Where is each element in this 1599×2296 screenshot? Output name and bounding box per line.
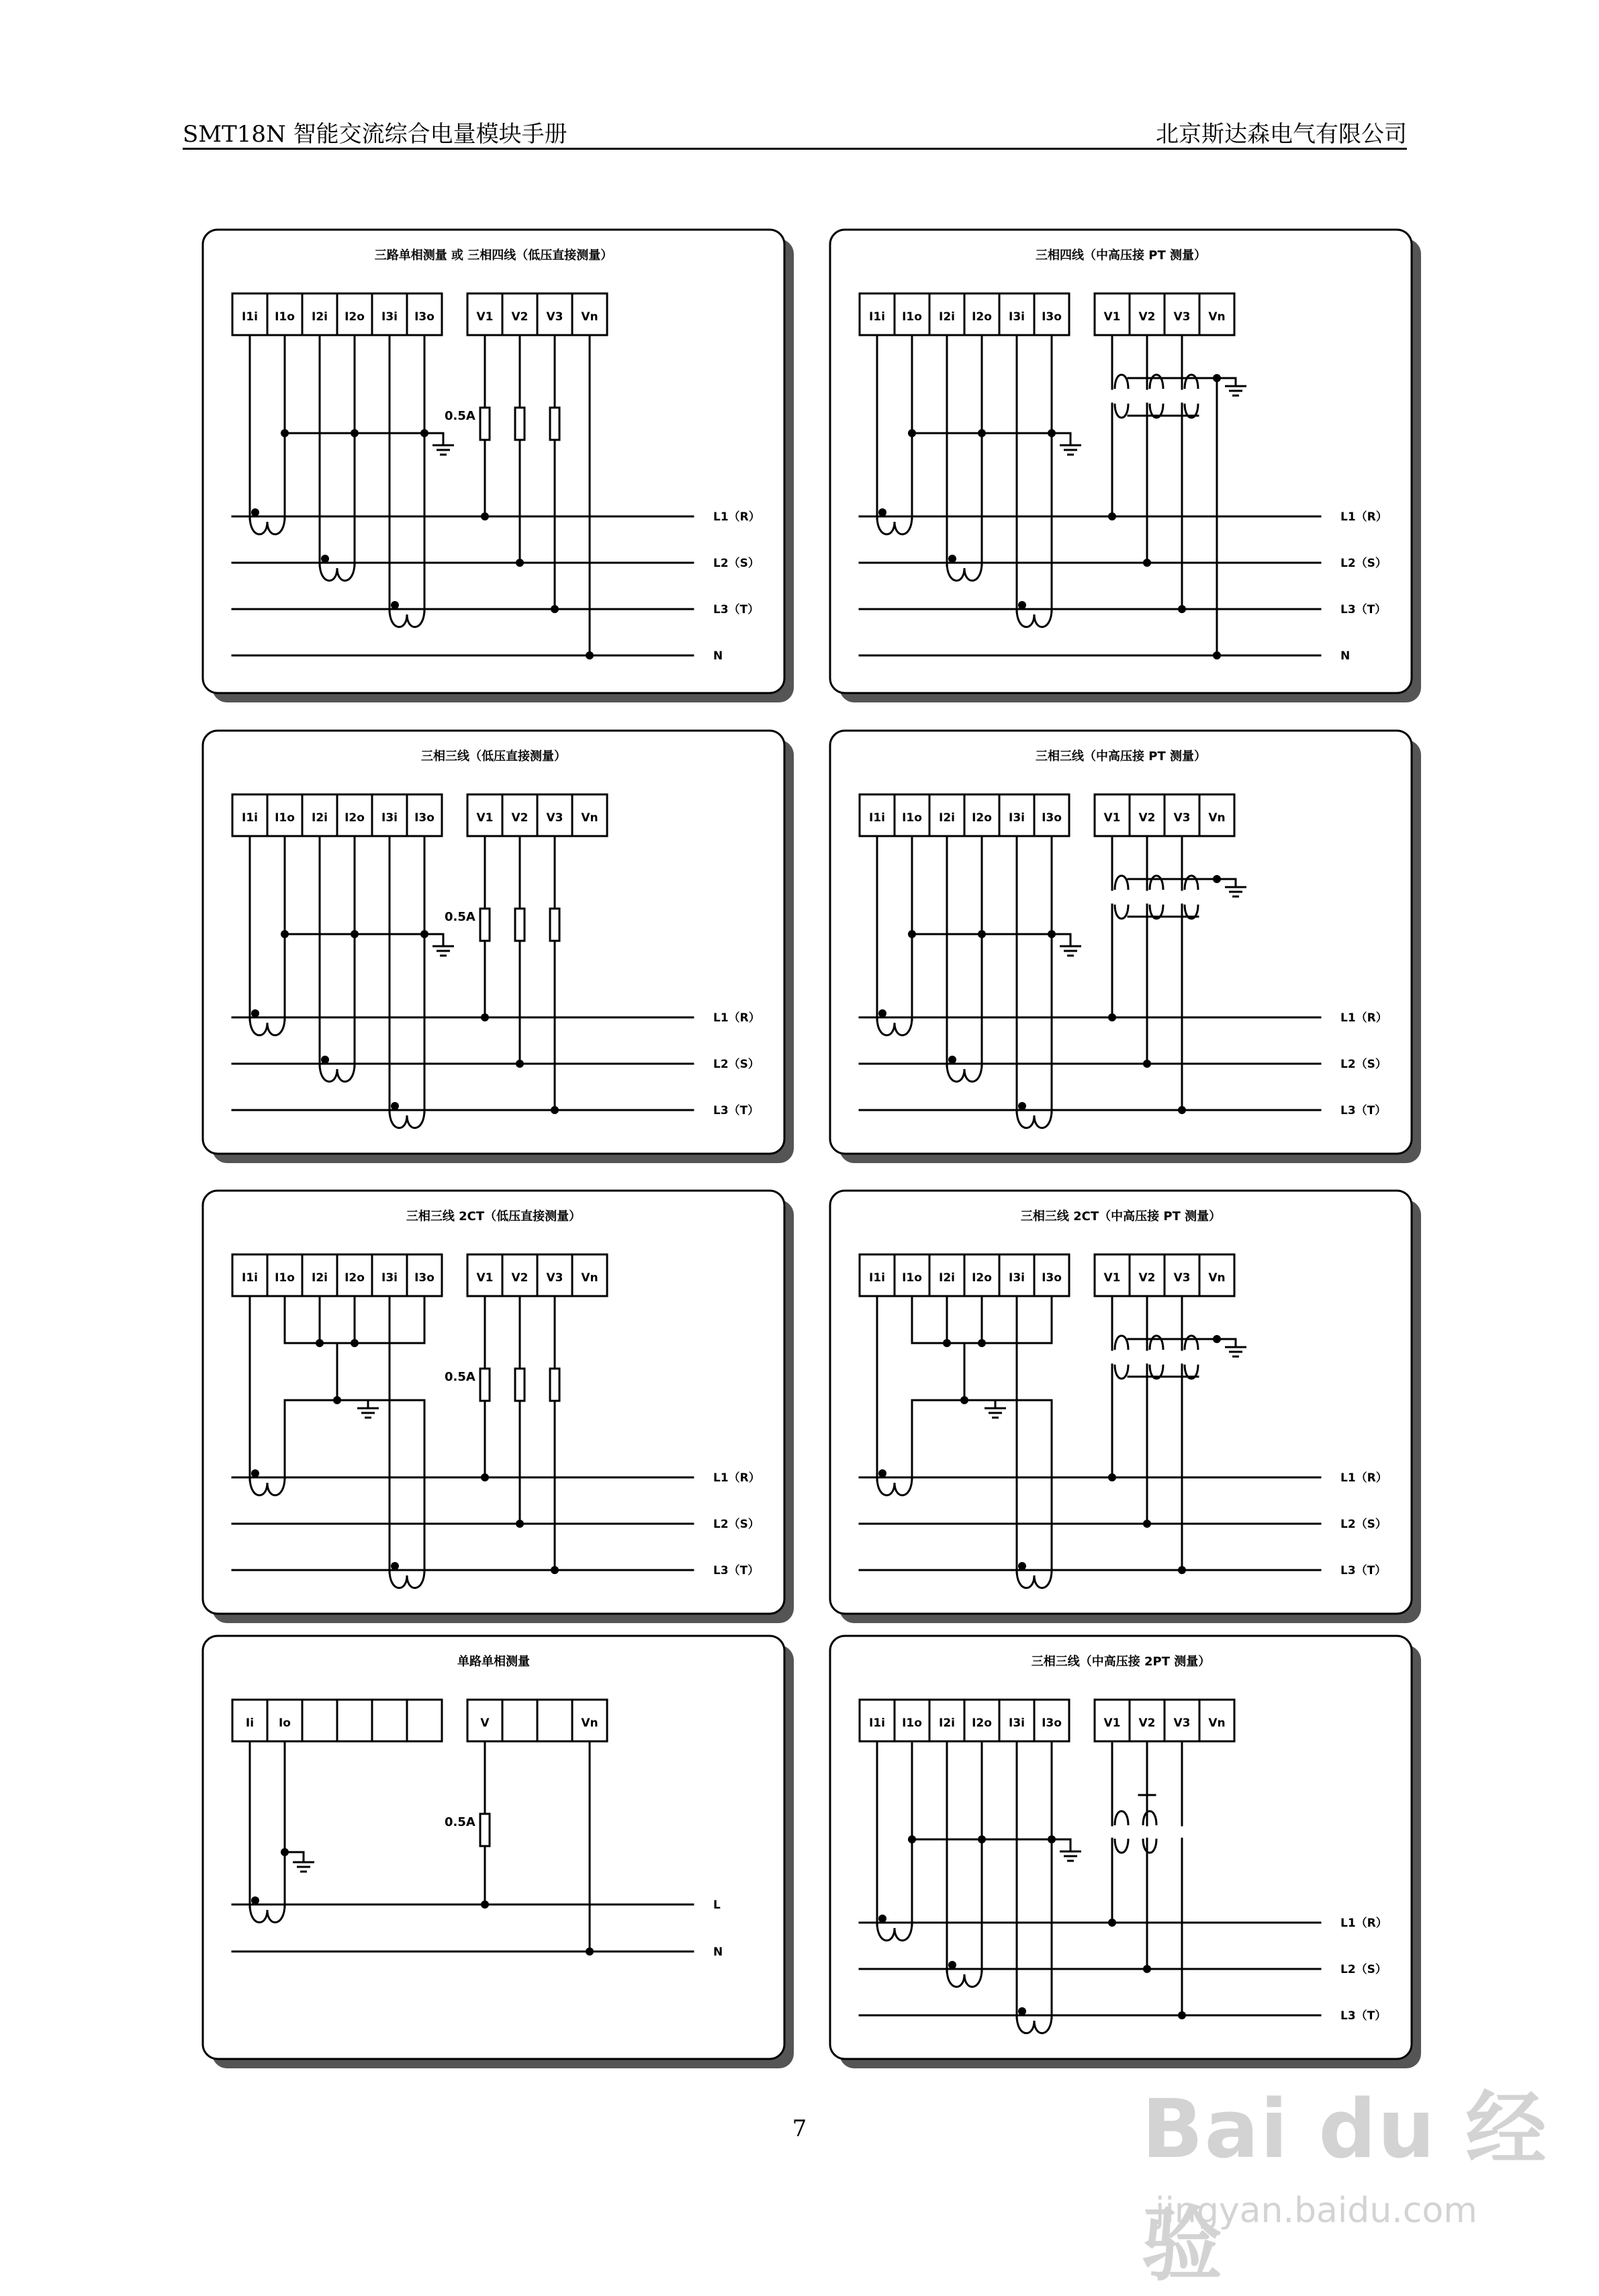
- junction-dot: [1048, 429, 1056, 437]
- power-line-label: L2（S）: [713, 557, 760, 570]
- power-line-label: L3（T）: [1340, 1564, 1387, 1577]
- junction-dot: [978, 1835, 986, 1843]
- terminal-label: I1o: [275, 811, 295, 825]
- terminal-label: V1: [476, 811, 494, 825]
- terminal-label: I2i: [312, 1271, 328, 1285]
- junction-dot: [978, 930, 986, 938]
- terminal-label: I2o: [972, 1271, 992, 1285]
- terminal-label: V2: [511, 1271, 529, 1285]
- junction-dot: [1143, 1520, 1151, 1528]
- fuse-icon: [480, 408, 490, 440]
- terminal-label: Vn: [581, 1271, 598, 1285]
- power-line-label: L1（R）: [1340, 510, 1387, 524]
- terminal-label: I2i: [939, 310, 955, 324]
- diagram-7: [203, 1636, 794, 2068]
- fuse-icon: [515, 909, 524, 941]
- junction-dot: [1108, 1919, 1116, 1927]
- junction-dot: [351, 429, 359, 437]
- terminal-label: V1: [1103, 1716, 1121, 1730]
- junction-dot: [908, 930, 916, 938]
- power-line-label: L1（R）: [713, 1471, 760, 1485]
- junction-dot: [391, 1562, 399, 1570]
- terminal-label: V2: [1138, 1271, 1156, 1285]
- junction-dot: [391, 1102, 399, 1110]
- terminal-label: V3: [1173, 1716, 1191, 1730]
- terminal-label: V: [480, 1716, 490, 1730]
- terminal-label: I2i: [312, 811, 328, 825]
- junction-dot: [1108, 1013, 1116, 1021]
- terminal-label: V3: [1173, 1271, 1191, 1285]
- terminal-label: I3o: [1042, 1716, 1062, 1730]
- terminal-label: I1i: [869, 1271, 885, 1285]
- terminal-label: I2o: [972, 811, 992, 825]
- junction-dot: [481, 1900, 489, 1909]
- junction-dot: [943, 1339, 951, 1347]
- terminal-label: V2: [1138, 310, 1156, 324]
- junction-dot: [586, 651, 594, 659]
- terminal-label: Vn: [581, 1716, 598, 1730]
- junction-dot: [420, 429, 428, 437]
- junction-dot: [1018, 601, 1026, 609]
- terminal-label: Vn: [1208, 811, 1226, 825]
- diagram-title: 三相三线（中高压接 2PT 测量）: [1031, 1655, 1211, 1669]
- diagram-title: 三相四线（中高压接 PT 测量）: [1035, 248, 1207, 263]
- terminal-label: I2o: [972, 310, 992, 324]
- fuse-label: 0.5A: [445, 1370, 475, 1384]
- terminal-label: V1: [476, 310, 494, 324]
- power-line-label: L3（T）: [713, 1104, 760, 1117]
- junction-dot: [481, 512, 489, 520]
- diagram-6: [830, 1191, 1421, 1623]
- junction-dot: [481, 1473, 489, 1481]
- terminal-label: I1i: [869, 811, 885, 825]
- power-line-label: L2（S）: [1340, 557, 1387, 570]
- diagram-title: 单路单相测量: [457, 1655, 530, 1669]
- terminal-label: I3o: [1042, 1271, 1062, 1285]
- power-line-label: L2（S）: [713, 1058, 760, 1071]
- power-line-label: L2（S）: [1340, 1518, 1387, 1531]
- junction-dot: [516, 1520, 524, 1528]
- terminal-label: I1o: [902, 811, 922, 825]
- junction-dot: [878, 1915, 886, 1923]
- terminal-label: I1o: [275, 1271, 295, 1285]
- junction-dot: [551, 1106, 559, 1114]
- junction-dot: [1143, 559, 1151, 567]
- terminal-label: I1o: [902, 1716, 922, 1730]
- junction-dot: [251, 1469, 259, 1477]
- power-line-label: L2（S）: [1340, 1058, 1387, 1071]
- diagram-3: [203, 731, 794, 1163]
- terminal-label: V2: [1138, 1716, 1156, 1730]
- terminal-label: V2: [1138, 811, 1156, 825]
- terminal-label: I2o: [345, 811, 365, 825]
- junction-dot: [1143, 1965, 1151, 1973]
- power-line-label: L1（R）: [713, 1011, 760, 1025]
- junction-dot: [1108, 512, 1116, 520]
- terminal-label: I3o: [414, 811, 435, 825]
- fuse-icon: [480, 1814, 490, 1846]
- junction-dot: [1213, 651, 1221, 659]
- junction-dot: [1018, 1562, 1026, 1570]
- watermark-url: jingyan.baidu.com: [1155, 2191, 1477, 2231]
- diagram-5: [203, 1191, 794, 1623]
- junction-dot: [878, 1469, 886, 1477]
- terminal-label: I1i: [869, 1716, 885, 1730]
- terminal-label: V3: [1173, 811, 1191, 825]
- terminal-label: V3: [1173, 310, 1191, 324]
- power-line-label: N: [1340, 649, 1351, 663]
- terminal-label: I3i: [1009, 1271, 1025, 1285]
- junction-dot: [321, 555, 329, 563]
- terminal-label: I1o: [902, 1271, 922, 1285]
- terminal-label: Vn: [1208, 310, 1226, 324]
- terminal-label: I3i: [381, 811, 398, 825]
- terminal-label: I2o: [972, 1716, 992, 1730]
- diagram-1: [203, 230, 794, 702]
- junction-dot: [551, 1566, 559, 1574]
- junction-dot: [391, 601, 399, 609]
- junction-dot: [978, 1339, 986, 1347]
- junction-dot: [551, 605, 559, 613]
- fuse-icon: [515, 408, 524, 440]
- junction-dot: [420, 930, 428, 938]
- fuse-icon: [550, 1369, 559, 1401]
- power-line-label: L1（R）: [1340, 1917, 1387, 1930]
- terminal-label: V2: [511, 811, 529, 825]
- junction-dot: [1048, 930, 1056, 938]
- junction-dot: [1213, 875, 1221, 883]
- terminal-label: I3i: [1009, 1716, 1025, 1730]
- terminal-label: I3i: [381, 1271, 398, 1285]
- terminal-label: I3o: [414, 310, 435, 324]
- junction-dot: [1178, 1566, 1186, 1574]
- terminal-label: Io: [278, 1716, 291, 1730]
- junction-dot: [908, 429, 916, 437]
- power-line-label: L2（S）: [713, 1518, 760, 1531]
- diagram-title: 三相三线 2CT（中高压接 PT 测量）: [1020, 1209, 1222, 1224]
- terminal-label: V1: [1103, 811, 1121, 825]
- terminal-label: V3: [546, 811, 563, 825]
- terminal-label: V3: [546, 310, 563, 324]
- junction-dot: [878, 1009, 886, 1017]
- diagram-4: [830, 731, 1421, 1163]
- power-line-label: L3（T）: [713, 1564, 760, 1577]
- diagram-title: 三相三线 2CT（低压直接测量）: [406, 1209, 582, 1224]
- junction-dot: [516, 559, 524, 567]
- terminal-label: V2: [511, 310, 529, 324]
- junction-dot: [1108, 1473, 1116, 1481]
- terminal-label: I3i: [381, 310, 398, 324]
- terminal-label: V3: [546, 1271, 563, 1285]
- diagram-title: 三路单相测量 或 三相四线（低压直接测量）: [374, 248, 613, 263]
- terminal-label: I3o: [1042, 310, 1062, 324]
- power-line-label: L1（R）: [1340, 1011, 1387, 1025]
- header-company: 北京斯达森电气有限公司: [1156, 121, 1407, 148]
- diagram-8: [830, 1636, 1421, 2068]
- junction-dot: [948, 1056, 956, 1064]
- terminal-label: I1o: [275, 310, 295, 324]
- terminal-label: V1: [476, 1271, 494, 1285]
- diagram-title: 三相三线（低压直接测量）: [421, 749, 566, 764]
- terminal-label: Ii: [245, 1716, 255, 1730]
- fuse-icon: [550, 408, 559, 440]
- power-line-label: L2（S）: [1340, 1963, 1387, 1976]
- junction-dot: [1213, 1335, 1221, 1343]
- power-line-label: N: [713, 649, 723, 663]
- power-line-label: L1（R）: [713, 510, 760, 524]
- junction-dot: [251, 508, 259, 516]
- junction-dot: [1018, 1102, 1026, 1110]
- terminal-label: I2o: [345, 1271, 365, 1285]
- junction-dot: [281, 429, 289, 437]
- power-line-label: L: [713, 1898, 721, 1912]
- fuse-icon: [550, 909, 559, 941]
- junction-dot: [960, 1396, 968, 1404]
- terminal-label: I2o: [345, 310, 365, 324]
- terminal-label: I2i: [939, 1271, 955, 1285]
- junction-dot: [333, 1396, 341, 1404]
- junction-dot: [251, 1896, 259, 1904]
- junction-dot: [1048, 1835, 1056, 1843]
- terminal-label: I1i: [869, 310, 885, 324]
- junction-dot: [1018, 2007, 1026, 2015]
- terminal-label: I2i: [939, 811, 955, 825]
- terminal-label: I2i: [939, 1716, 955, 1730]
- junction-dot: [321, 1056, 329, 1064]
- fuse-label: 0.5A: [445, 409, 475, 423]
- junction-dot: [351, 930, 359, 938]
- diagram-2: [830, 230, 1421, 702]
- junction-dot: [281, 930, 289, 938]
- watermark-logo: Bai du 经验: [1142, 2083, 1548, 2292]
- power-line-label: L3（T）: [713, 603, 760, 616]
- junction-dot: [948, 555, 956, 563]
- diagram-title: 三相三线（中高压接 PT 测量）: [1035, 749, 1207, 764]
- terminal-label: I1i: [242, 811, 258, 825]
- fuse-label: 0.5A: [445, 910, 475, 924]
- junction-dot: [281, 1848, 289, 1856]
- junction-dot: [251, 1009, 259, 1017]
- terminal-label: I3i: [1009, 310, 1025, 324]
- junction-dot: [316, 1339, 324, 1347]
- terminal-label: I1i: [242, 310, 258, 324]
- fuse-icon: [480, 909, 490, 941]
- fuse-label: 0.5A: [445, 1815, 475, 1829]
- fuse-icon: [480, 1369, 490, 1401]
- power-line-label: N: [713, 1945, 723, 1959]
- junction-dot: [878, 508, 886, 516]
- junction-dot: [1178, 1106, 1186, 1114]
- power-line-label: L3（T）: [1340, 1104, 1387, 1117]
- terminal-label: V1: [1103, 1271, 1121, 1285]
- page-number: 7: [792, 2115, 807, 2142]
- terminal-label: I1o: [902, 310, 922, 324]
- junction-dot: [1178, 2011, 1186, 2019]
- junction-dot: [586, 1947, 594, 1956]
- terminal-label: I3o: [1042, 811, 1062, 825]
- fuse-icon: [515, 1369, 524, 1401]
- terminal-label: I3o: [414, 1271, 435, 1285]
- junction-dot: [978, 429, 986, 437]
- terminal-label: V1: [1103, 310, 1121, 324]
- terminal-label: Vn: [1208, 1271, 1226, 1285]
- header-title: SMT18N 智能交流综合电量模块手册: [183, 121, 567, 148]
- power-line-label: L1（R）: [1340, 1471, 1387, 1485]
- junction-dot: [1143, 1060, 1151, 1068]
- terminal-label: Vn: [1208, 1716, 1226, 1730]
- power-line-label: L3（T）: [1340, 2009, 1387, 2023]
- junction-dot: [481, 1013, 489, 1021]
- terminal-label: I2i: [312, 310, 328, 324]
- junction-dot: [351, 1339, 359, 1347]
- junction-dot: [1178, 605, 1186, 613]
- terminal-label: I1i: [242, 1271, 258, 1285]
- terminal-label: I3i: [1009, 811, 1025, 825]
- power-line-label: L3（T）: [1340, 603, 1387, 616]
- terminal-label: Vn: [581, 310, 598, 324]
- junction-dot: [516, 1060, 524, 1068]
- junction-dot: [948, 1961, 956, 1969]
- terminal-label: Vn: [581, 811, 598, 825]
- junction-dot: [908, 1835, 916, 1843]
